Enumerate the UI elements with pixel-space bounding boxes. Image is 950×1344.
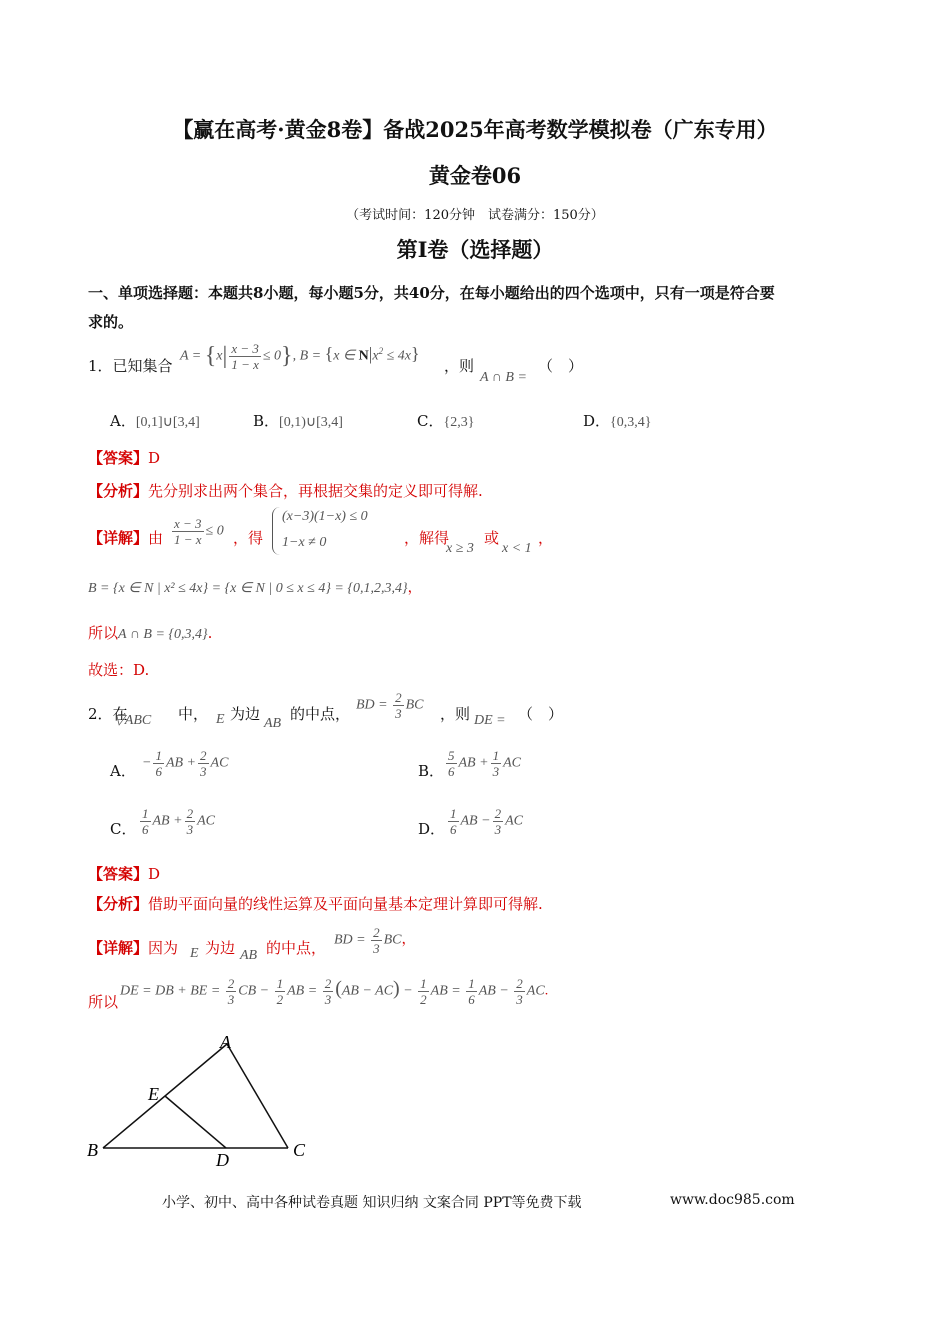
result-expression: A ∩ B = {0,3,4} bbox=[118, 627, 208, 642]
q2-midpoint: 的中点， bbox=[290, 705, 351, 723]
option-value: {0,3,4} bbox=[610, 415, 652, 430]
option-value: [0,1)∪[3,4] bbox=[279, 415, 343, 430]
section-heading: 第I卷（选择题） bbox=[396, 237, 554, 262]
q2-answer bbox=[88, 863, 160, 884]
analysis-tag: 【分析】 bbox=[88, 895, 149, 913]
detail-tag: 【详解】 bbox=[88, 939, 149, 957]
point-label-d: D bbox=[216, 1150, 229, 1170]
side-ac bbox=[227, 1044, 288, 1148]
q1-answer bbox=[88, 447, 160, 468]
q1-detail-comma: ， bbox=[538, 529, 554, 547]
footer-text: 小学、初中、高中各种试卷真题 知识归纳 文案合同 PPT等免费下载 bbox=[162, 1195, 582, 1211]
q1-set-def-visual: A = {x| $\frac{x - 3}{1 - x}$ ≤ 0}, B = {x ∈ $N|x^2 \le 4x$} bbox=[180, 341, 420, 372]
triangle-figure bbox=[80, 1030, 320, 1170]
analysis-tag: 【分析】 bbox=[88, 482, 149, 500]
option-label: C． bbox=[110, 820, 137, 838]
option-label: A． bbox=[110, 762, 136, 780]
q2-then: ，则 bbox=[440, 705, 471, 723]
q2-zhong: 中， bbox=[178, 705, 209, 723]
q2-analysis bbox=[88, 893, 543, 914]
q1-option-d[interactable] bbox=[583, 410, 651, 431]
q1-number: 1．已知集合 bbox=[88, 357, 173, 375]
q1-paren: （ ） bbox=[538, 357, 584, 375]
analysis-text: 先分别求出两个集合，再根据交集的定义即可得解. bbox=[148, 482, 483, 500]
q2-number: 2．在 bbox=[88, 705, 128, 723]
vertex-label-a: A bbox=[220, 1032, 231, 1052]
q2-e: E bbox=[216, 712, 225, 727]
q1-system-line1: (x−3)(1−x) ≤ 0 bbox=[282, 509, 368, 524]
q2-detail-ab: AB bbox=[240, 948, 258, 963]
q1-stem bbox=[88, 355, 173, 376]
answer-tag: 【答案】 bbox=[88, 865, 149, 883]
option-label: B． bbox=[418, 762, 445, 780]
q2-detail-bd: BD = $\frac{2}{3}$ BC， bbox=[334, 925, 416, 956]
part1-intro-line2: 求的。 bbox=[88, 313, 134, 331]
answer-value: D bbox=[148, 449, 161, 467]
q1-x-ge-3: x ≥ 3 bbox=[446, 541, 474, 556]
q2-option-d[interactable] bbox=[418, 818, 445, 839]
q1-system-line2: 1−x ≠ 0 bbox=[282, 535, 327, 550]
point-label-e: E bbox=[148, 1084, 159, 1104]
vertex-label-c: C bbox=[293, 1140, 306, 1160]
option-value: {2,3} bbox=[443, 415, 475, 430]
q2-detail-e: E bbox=[190, 946, 199, 961]
q2-derivation-visual: DE = DB + BE = $\frac{2}{3}$ CB − $\frac{1}{2}$ AB = $\frac{2}{3}$ (AB − AC) − $\frac{1}{2}$ AB = $\frac{1}{6}$ AB − $\frac{2}{3}$ AC. bbox=[120, 976, 549, 1007]
q1-option-b[interactable] bbox=[253, 410, 343, 431]
vertex-label-b: B bbox=[87, 1140, 98, 1160]
option-label: C． bbox=[417, 412, 444, 430]
segment-ed bbox=[165, 1096, 226, 1148]
q2-de: DE = bbox=[474, 713, 506, 728]
answer-value: D bbox=[148, 865, 161, 883]
q2-weibian: 为边 bbox=[230, 705, 261, 723]
q2-detail-start bbox=[88, 937, 178, 958]
q1-then: ，则 bbox=[444, 357, 475, 375]
exam-info: （考试时间：120分钟 试卷满分：150分） bbox=[346, 208, 604, 223]
q2-paren: （ ） bbox=[518, 705, 564, 723]
q2-option-b[interactable] bbox=[418, 760, 444, 781]
q2-detail-weibian: 为边 bbox=[205, 939, 236, 957]
q2-triangle: ▽ABC bbox=[114, 713, 152, 728]
detail-tag: 【详解】 bbox=[88, 529, 149, 547]
q1-analysis bbox=[88, 480, 483, 501]
detail-you: 由 bbox=[148, 529, 164, 547]
q1-b-set: B = {x ∈ N | x² ≤ 4x} = {x ∈ N | 0 ≤ x ≤ 4} = {0,1,2,3,4}， bbox=[88, 581, 422, 596]
doc-title: 【赢在高考·黄金8卷】备战2025年高考数学模拟卷（广东专用） bbox=[172, 117, 778, 142]
option-value: [0,1]∪[3,4] bbox=[135, 415, 200, 430]
option-label: D． bbox=[583, 412, 611, 430]
doc-subtitle: 黄金卷06 bbox=[428, 163, 522, 188]
q1-x-lt-1: x < 1 bbox=[502, 541, 532, 556]
q2-detail-comma: ， bbox=[401, 932, 416, 948]
option-label: D． bbox=[418, 820, 446, 838]
q1-option-a[interactable] bbox=[110, 410, 200, 431]
answer-tag: 【答案】 bbox=[88, 449, 149, 467]
q1-detail-start bbox=[88, 527, 163, 548]
q1-ask: A ∩ B = bbox=[480, 370, 527, 385]
part1-intro-line1: 一、单项选择题：本题共8小题，每小题5分，共40分，在每小题给出的四个选项中，只有一项是符合要 bbox=[88, 284, 775, 302]
q1-detail-frac: $\frac{x - 3}{1 - x}$ ≤ 0 bbox=[174, 516, 224, 547]
option-label: A． bbox=[110, 412, 136, 430]
q1-result-line: 所以A ∩ B = {0,3,4}. bbox=[88, 624, 213, 642]
q1-detail-jiede: ，解得 bbox=[404, 529, 450, 547]
option-label: B． bbox=[253, 412, 280, 430]
q1-detail-huo: 或 bbox=[484, 529, 500, 547]
q2-suoyi: 所以 bbox=[88, 993, 119, 1011]
q2-detail-midpoint: 的中点， bbox=[266, 939, 327, 957]
q1-detail-de: ，得 bbox=[233, 529, 264, 547]
b-set-expression: B = {x ∈ N | x² ≤ 4x} = {x ∈ N | 0 ≤ x ≤ 4} = {0,1,2,3,4} bbox=[88, 581, 408, 596]
q1-guxuan: 故选：D. bbox=[88, 661, 150, 679]
footer-url[interactable]: www.doc985.com bbox=[670, 1192, 795, 1208]
q2-option-a-visual: − $\frac{1}{6}$ AB + $\frac{2}{3}$ AC bbox=[142, 748, 229, 779]
q1-option-c[interactable] bbox=[417, 410, 474, 431]
q2-option-c[interactable] bbox=[110, 818, 136, 839]
analysis-text: 借助平面向量的线性运算及平面向量基本定理计算即可得解. bbox=[148, 895, 543, 913]
detail-yinwei: 因为 bbox=[148, 939, 179, 957]
q2-ab: AB bbox=[264, 716, 282, 731]
q2-option-d-visual: $\frac{1}{6}$ AB − $\frac{2}{3}$ AC bbox=[450, 806, 523, 837]
q2-bd-visual: BD = $\frac{2}{3}$ BC bbox=[356, 690, 424, 721]
suoyi-label: 所以 bbox=[88, 624, 119, 642]
q2-option-c-visual: $\frac{1}{6}$ AB + $\frac{2}{3}$ AC bbox=[142, 806, 215, 837]
q2-option-a[interactable] bbox=[110, 760, 136, 781]
q2-option-b-visual: $\frac{5}{6}$ AB + $\frac{1}{3}$ AC bbox=[448, 748, 521, 779]
